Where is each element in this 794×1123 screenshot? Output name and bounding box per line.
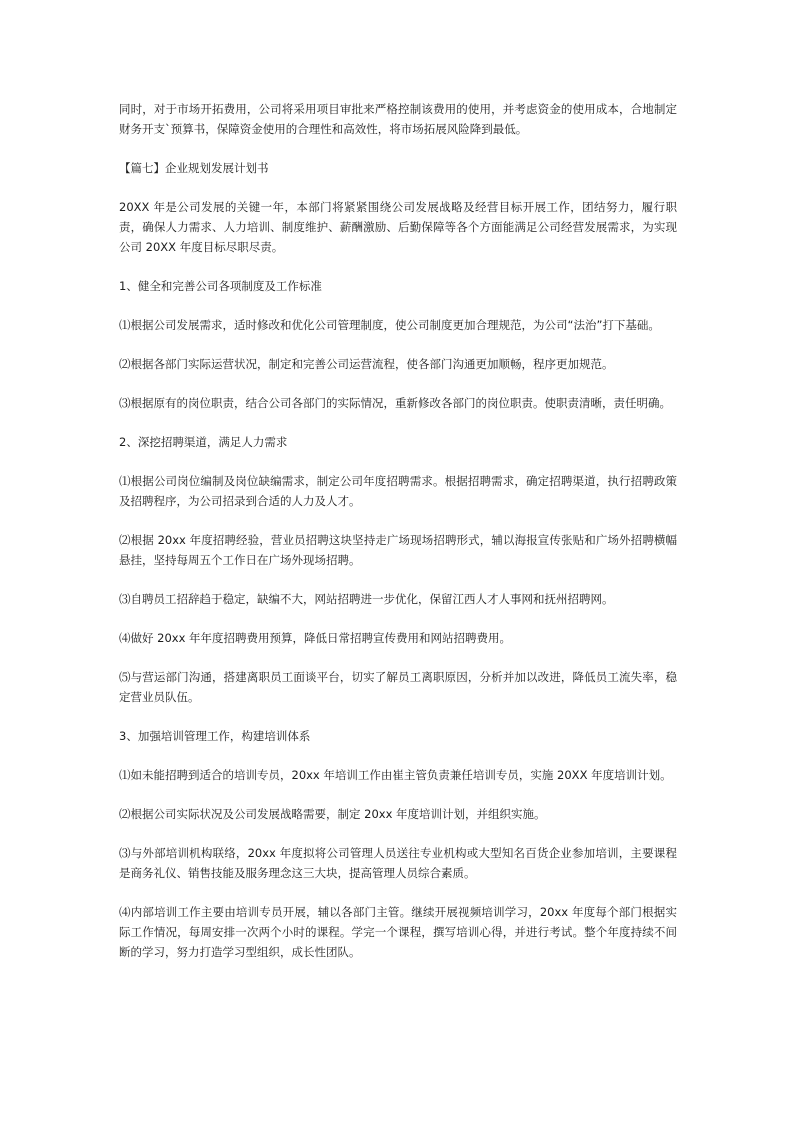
item-2-4: ⑷做好 20xx 年年度招聘费用预算，降低日常招聘宣传费用和网站招聘费用。 — [119, 631, 512, 645]
item-2-3: ⑶自聘员工招辞趋于稳定，缺编不大，网站招聘进一步优化，保留江西人才人事网和抚州招聘网。 — [119, 592, 614, 606]
paragraph-intro: 20XX 年是公司发展的关键一年，本部门将紧紧围绕公司发展战略及经营目标开展工作，团结努力，履行职责，确保人力需求、人力培训、制度维护、薪酬激励、后勤保障等各个方面能满足公司经营发展需求，为实现公司 20XX 年度目标尽职尽责。 — [119, 200, 677, 254]
subheading-1: 1、健全和完善公司各项制度及工作标准 — [119, 279, 322, 293]
document-page — [119, 99, 677, 981]
item-1-3: ⑶根据原有的岗位职责，结合公司各部门的实际情况，重新修改各部门的岗位职责。使职责清晰，责任明确。 — [119, 396, 671, 410]
subheading-2: 2、深挖招聘渠道，满足人力需求 — [119, 435, 288, 449]
paragraph-cost-control: 同时，对于市场开拓费用，公司将采用项目审批来严格控制该费用的使用，并考虑资金的使用成本，合地制定财务开支`预算书，保障资金使用的合理性和高效性，将市场拓展风险降到最低。 — [119, 102, 677, 136]
item-2-2: ⑵根据 20xx 年度招聘经验，营业员招聘这块坚持走广场现场招聘形式，辅以海报宣传张贴和广场外招聘横幅悬挂，坚持每周五个工作日在广场外现场招聘。 — [119, 533, 677, 567]
item-2-1: ⑴根据公司岗位编制及岗位缺编需求，制定公司年度招聘需求。根据招聘需求，确定招聘渠道，执行招聘政策及招聘程序，为公司招录到合适的人力及人才。 — [119, 474, 677, 508]
item-3-1: ⑴如未能招聘到适合的培训专员，20xx 年培训工作由崔主管负责兼任培训专员，实施 20XX 年度培训计划。 — [119, 768, 672, 782]
item-3-2: ⑵根据公司实际状况及公司发展战略需要，制定 20xx 年度培训计划，并组织实施。 — [119, 807, 546, 821]
item-1-1: ⑴根据公司发展需求，适时修改和优化公司管理制度，使公司制度更加合理规范，为公司“法治”打下基础。 — [119, 318, 660, 332]
item-1-2: ⑵根据各部门实际运营状况，制定和完善公司运营流程，使各部门沟通更加顺畅，程序更加规范。 — [119, 357, 614, 371]
subheading-3: 3、加强培训管理工作，构建培训体系 — [119, 729, 311, 743]
item-2-5: ⑸与营运部门沟通，搭建离职员工面谈平台，切实了解员工离职原因，分析并加以改进，降低员工流失率，稳定营业员队伍。 — [119, 670, 677, 704]
item-3-4: ⑷内部培训工作主要由培训专员开展，辅以各部门主管。继续开展视频培训学习，20xx 年度每个部门根据实际工作情况，每周安排一次两个小时的课程。学完一个课程，撰写培训心得，并进行考试。整个年度持续不间断的学习，努力打造学习型组织，成长性团队。 — [119, 905, 677, 959]
section-heading-part-seven: 【篇七】企业规划发展计划书 — [119, 161, 269, 175]
item-3-3: ⑶与外部培训机构联络，20xx 年度拟将公司管理人员送往专业机构或大型知名百货企业参加培训，主要课程是商务礼仪、销售技能及服务理念这三大块，提高管理人员综合素质。 — [119, 846, 677, 880]
